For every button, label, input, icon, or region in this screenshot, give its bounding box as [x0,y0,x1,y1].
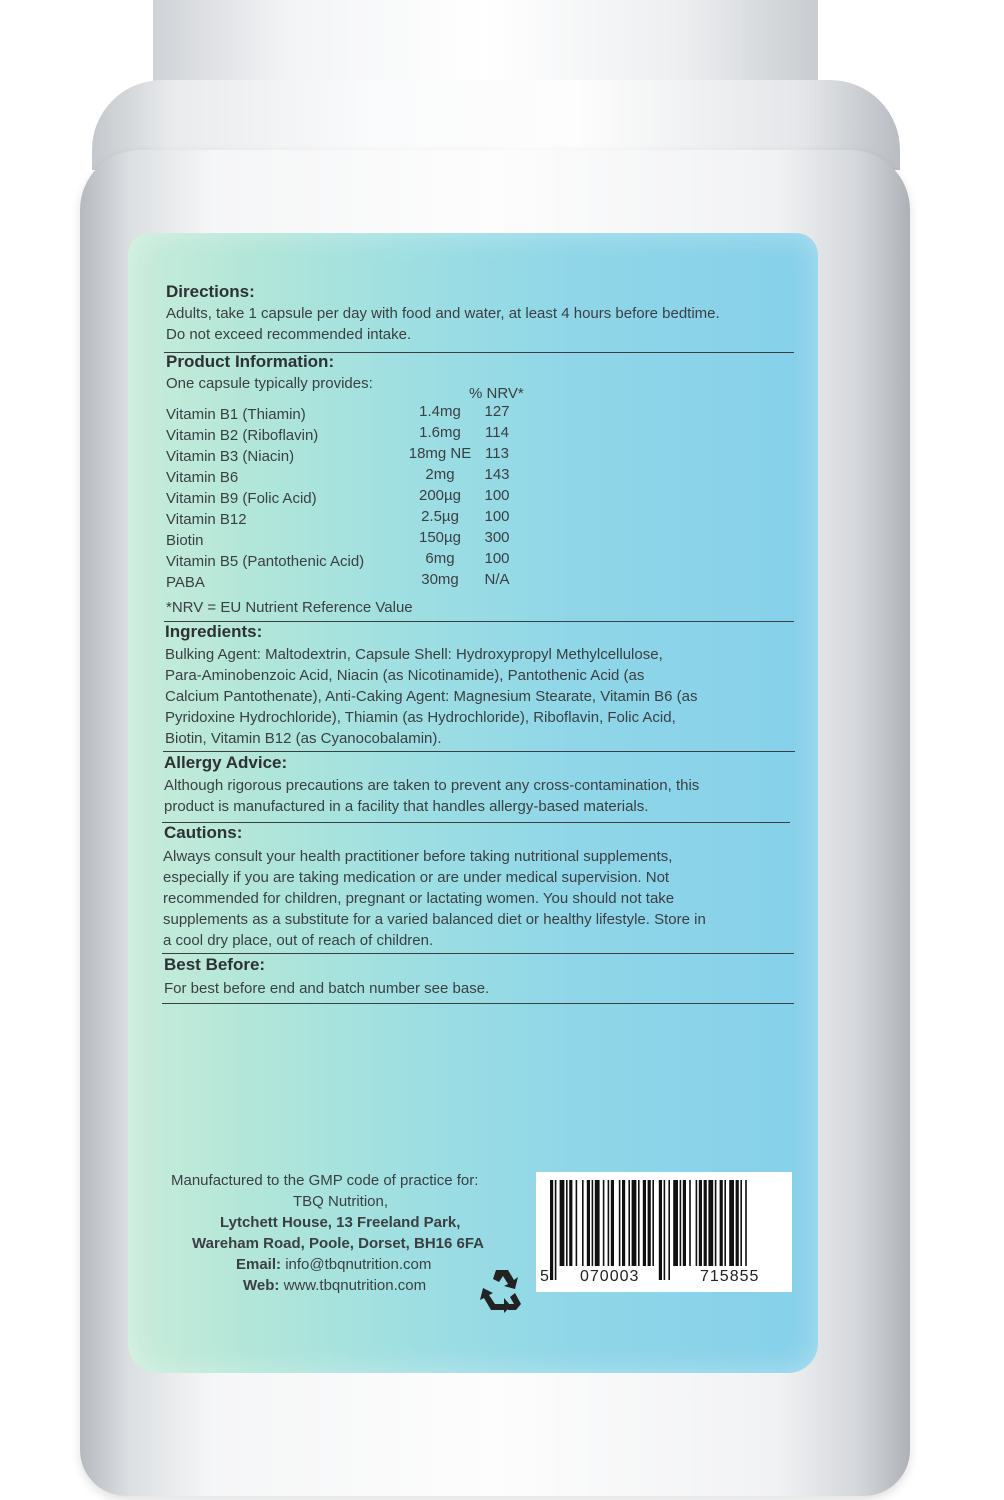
ingredients-title: Ingredients: [165,622,263,641]
barcode-bar [555,1180,557,1280]
nutrient-name: Biotin [166,532,204,549]
email-value: info@tbqnutrition.com [285,1256,432,1273]
nutrient-amount: 150µg [418,529,461,546]
barcode-bar [664,1180,666,1280]
manufacturer-name: TBQ Nutrition, [293,1193,389,1210]
cautions-line-1: Always consult your health practitioner before taking nutritional supplements, [163,848,673,865]
cautions-line-2: especially if you are taking medication or are under medical supervision. Not [163,869,670,886]
barcode-bar [638,1180,640,1266]
barcode-group-1: 070003 [580,1268,640,1285]
nutrient-amount: 2mg [425,466,455,483]
best-before-title: Best Before: [164,955,266,974]
manufacturer-address-2: Wareham Road, Poole, Dorset, BH16 6FA [192,1235,485,1252]
barcode-bar [587,1180,590,1266]
nutrient-nrv: 114 [485,424,509,441]
nutrient-name: PABA [166,574,205,591]
barcode-bar [592,1180,594,1266]
barcode-bar [736,1180,739,1266]
barcode-bar [608,1180,610,1266]
barcode-bar [696,1180,698,1266]
directions-title: Directions: [166,282,255,301]
nutrient-amount: 200µg [418,487,461,504]
barcode-bar [745,1180,747,1266]
barcode-bar [619,1180,621,1266]
barcode-bar [576,1180,578,1266]
barcode-bar [659,1180,662,1280]
nutrient-nrv: 127 [484,403,510,420]
barcode-bar [729,1180,734,1266]
barcode-bar [740,1180,742,1266]
barcode-bar [724,1180,726,1266]
nutrient-amount: 30mg [421,571,459,588]
barcode-bar [569,1180,572,1266]
web-value: www.tbqnutrition.com [283,1277,427,1294]
barcode-bar [689,1180,691,1266]
barcode-bar [715,1180,717,1266]
nutrient-name: Vitamin B6 [166,469,239,486]
barcode-bar [648,1180,651,1266]
recycle-icon [477,1267,527,1313]
cautions-line-3: recommended for children, pregnant or lactating women. You should not take [163,890,675,907]
nutrient-nrv: 100 [484,508,510,525]
divider [162,953,794,954]
barcode-bar [632,1180,637,1266]
barcode [536,1172,792,1292]
nutrient-nrv: 113 [485,445,509,462]
barcode-bar [652,1180,654,1266]
nutrient-nrv: 143 [484,466,510,483]
barcode-group-2: 715855 [700,1268,760,1285]
nrv-header: % NRV* [469,385,524,402]
divider [163,751,795,752]
barcode-bar [560,1180,565,1266]
barcode-bar [582,1180,584,1266]
cautions-title: Cautions: [164,823,243,842]
manufacturer-address-1: Lytchett House, 13 Freeland Park, [220,1214,461,1231]
ingredients-line-3: Calcium Pantothenate), Anti-Caking Agent: Magnesium Stearate, Vitamin B6 (as [165,688,698,705]
nutrient-name: Vitamin B1 (Thiamin) [166,406,306,423]
ingredients-line-2: Para-Aminobenzoic Acid, Niacin (as Nicotinamide), Pantothenic Acid (as [165,667,645,684]
nrv-footnote: *NRV = EU Nutrient Reference Value [166,599,413,616]
barcode-bar [628,1180,630,1266]
barcode-bar [708,1180,713,1266]
barcode-bar [680,1180,682,1266]
barcode-bar [704,1180,707,1266]
web-label: Web: [243,1277,280,1294]
nutrient-amount: 6mg [425,550,455,567]
ingredients-line-5: Biotin, Vitamin B12 (as Cyanocobalamin). [165,730,442,747]
nutrient-nrv: N/A [484,571,510,588]
nutrient-name: Vitamin B2 (Riboflavin) [166,427,319,444]
allergy-line-1: Although rigorous precautions are taken to prevent any cross-contamination, this [164,777,700,794]
manufacturer-line-1: Manufactured to the GMP code of practice for: [171,1172,479,1189]
barcode-bar [611,1180,614,1266]
ingredients-line-4: Pyridoxine Hydrochloride), Thiamin (as Hydrochloride), Riboflavin, Folic Acid, [165,709,676,726]
directions-line-2: Do not exceed recommended intake. [166,326,412,343]
barcode-bar [622,1180,625,1266]
cautions-line-5: a cool dry place, out of reach of children. [163,932,434,949]
nutrient-amount: 1.4mg [419,403,461,420]
nutrient-nrv: 100 [484,487,510,504]
cautions-line-4: supplements as a substitute for a varied balanced diet or healthy lifestyle. Store in [163,911,706,928]
divider [162,1003,794,1004]
email-label: Email: [236,1256,282,1273]
nutrient-name: Vitamin B3 (Niacin) [166,448,295,465]
barcode-bar [643,1180,646,1266]
barcode-digit-1: 5 [540,1268,549,1285]
nutrient-name: Vitamin B9 (Folic Acid) [166,490,317,507]
barcode-bar [595,1180,600,1266]
barcode-bar [668,1180,670,1280]
allergy-line-2: product is manufactured in a facility that handles allergy-based materials. [164,798,649,815]
nutrient-nrv: 300 [484,529,510,546]
directions-line-1: Adults, take 1 capsule per day with food and water, at least 4 hours before bedtime. [166,305,720,322]
product-information-title: Product Information: [166,352,335,371]
barcode-bar [673,1180,678,1266]
barcode-bar [603,1180,605,1266]
best-before-text: For best before end and batch number see base. [164,980,490,997]
barcode-bar [566,1180,568,1266]
nutrient-amount: 18mg NE [408,445,472,462]
nutrient-nrv: 100 [484,550,510,567]
barcode-bar [699,1180,702,1266]
nutrient-name: Vitamin B12 [166,511,247,528]
barcode-bar [550,1180,553,1280]
barcode-bar [720,1180,723,1266]
bottle-lid [153,0,818,92]
nutrient-amount: 2.5µg [421,508,459,525]
product-information-intro: One capsule typically provides: [166,375,373,392]
allergy-title: Allergy Advice: [164,753,288,772]
ingredients-line-1: Bulking Agent: Maltodextrin, Capsule Shell: Hydroxypropyl Methylcellulose, [165,646,663,663]
nutrient-amount: 1.6mg [419,424,461,441]
divider [162,822,790,823]
barcode-bar [683,1180,686,1266]
nutrient-name: Vitamin B5 (Pantothenic Acid) [166,553,365,570]
